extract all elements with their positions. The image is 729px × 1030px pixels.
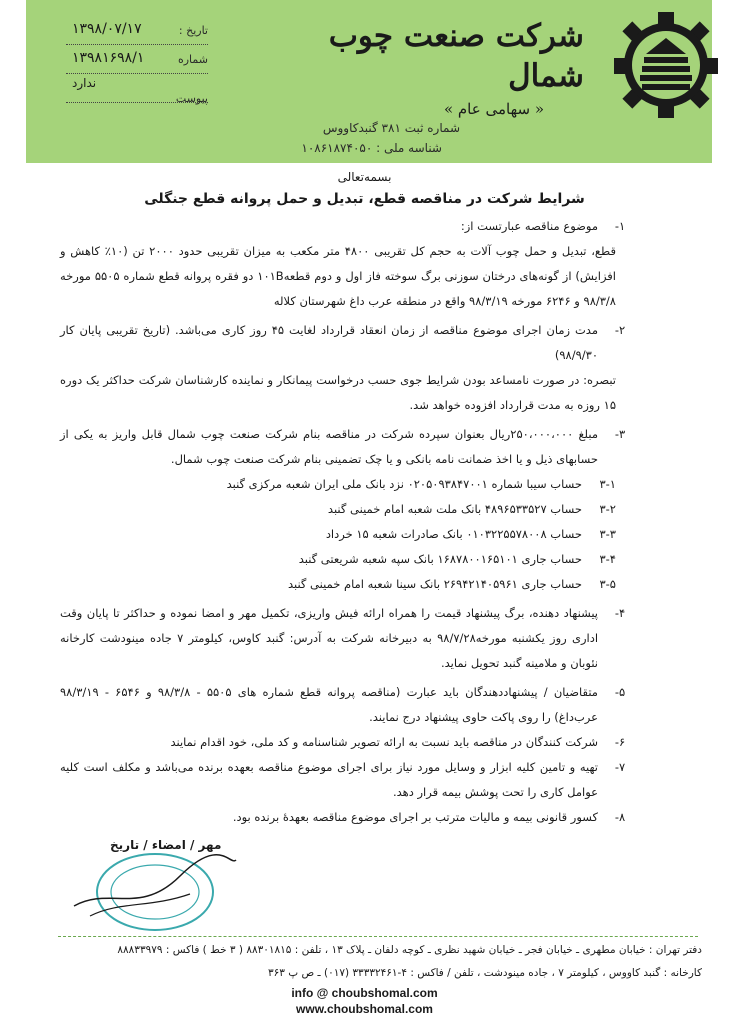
- date-label: تاریخ :: [178, 24, 208, 37]
- number-row: [66, 49, 208, 74]
- list-item: قطع، تبدیل و حمل چوب آلات به حجم کل تقریبی ۴۸۰۰ متر مکعب به میزان تقریبی حدود ۲۰۰۰ تن (۱۰٪ کاهش و افزایش) از گونه‌های درختان سوزنی برگ سوخته فاز اول و دوم قطعه۱۰۱B دو فقره پروانه قطع شماره ۵۵۰۵ مورخه ۹۸/۳/۸ و ۶۲۴۶ مورخه ۹۸/۳/۱۹ واقع در منطقه عرب داغ شهرستان کلاله: [60, 244, 616, 308]
- list-item: ۴- پیشنهاد دهنده، برگ پیشنهاد قیمت را همراه ارائه فیش واریزی، تکمیل مهر و امضا نموده و حداکثر تا پایان وقت اداری روز یکشنبه مورخه۹۸/۷/۲۸ به دبیرخانه شرکت به آدرس: گنبد کاوس، کیلومتر ۷ جاده مینودشت کارخانه نئوبان و ملامینه گنبد تحویل نماید.: [60, 606, 626, 670]
- number-value: ۱۳۹۸۱۶۹۸/۱: [72, 50, 145, 66]
- list-item: ۳- مبلغ ۲۵۰،۰۰۰،۰۰۰ریال بعنوان سپرده شرکت در مناقصه بنام شرکت صنعت چوب شمال قابل واریز به یکی از حسابهای ذیل و یا اخذ ضمانت نامه بانکی و یا چک تضمینی بنام شرکت صنعت چوب شمال.: [60, 427, 626, 466]
- letter-meta: [66, 20, 208, 107]
- date-value: ۱۳۹۸/۰۷/۱۷: [72, 21, 142, 37]
- number-label: شماره: [177, 53, 208, 66]
- attachment-value: ندارد: [72, 76, 97, 90]
- registration-number: شماره ثبت ۳۸۱ گنبدکاووس: [322, 121, 460, 135]
- account-item: ۳-۵ حساب جاری ۲۶۹۴۲۱۴۰۵۹۶۱ بانک سینا شعبه امام خمینی گنبد: [287, 577, 616, 591]
- website-link[interactable]: www.choubshomal.com: [296, 1002, 433, 1016]
- gear-logo-icon: [612, 10, 720, 120]
- date-row: [66, 20, 208, 45]
- factory-address: کارخانه : گنبد کاووس ، کیلومتر ۷ ، جاده مینودشت ، تلفن / فاکس : ۴-۳۳۳۳۲۴۶۱ (۰۱۷) ـ ص پ ۳۶۳: [268, 967, 702, 979]
- letterhead: [26, 0, 712, 163]
- list-item: ۷- تهیه و تامین کلیه ابزار و وسایل مورد نیاز برای اجرای موضوع مناقصه بعهده برنده می‌باشد و مکلف است کلیه عوامل کاری را تحت پوشش بیمه قرار دهد.: [60, 760, 626, 799]
- account-item: ۳-۱ حساب سیبا شماره ۰۲۰۵۰۹۳۸۴۷۰۰۱ نزد بانک ملی ایران شعبه مرکزی گنبد: [226, 477, 616, 491]
- company-type: « سهامی عام »: [443, 100, 544, 118]
- attachment-row: [66, 78, 208, 103]
- list-item: تبصره: در صورت نامساعد بودن شرایط جوی حسب درخواست پیمانکار و نماینده کارشناسان شرکت حداکثر یک دوره ۱۵ روزه به مدت قرارداد افزوده خواهد شد.: [60, 373, 616, 412]
- list-item: ۵- متقاضیان / پیشنهاددهندگان باید عبارت (مناقصه پروانه قطع شماره های ۵۵۰۵ - ۹۸/۳/۸ و ۶۵۴۶ - ۹۸/۳/۱۹ عرب‌داغ) را روی پاکت حاوی پیشنهاد درج نمایند.: [60, 685, 626, 724]
- company-name: شرکت صنعت چوب شمال: [328, 18, 584, 94]
- account-item: ۳-۳ حساب ۰۱۰۳۲۲۵۵۷۸۰۰۸ بانک صادرات شعبه ۱۵ خرداد: [325, 527, 616, 541]
- list-item: ۶- شرکت کنندگان در مناقصه باید نسبت به ارائه تصویر شناسنامه و کد ملی، خود اقدام نمایند: [170, 735, 626, 749]
- list-item: ۲- مدت زمان اجرای موضوع مناقصه از زمان انعقاد قرارداد لغایت ۴۵ روز کاری می‌باشد. (تاریخ تقریبی پایان کار ۹۸/۹/۳۰): [60, 323, 626, 362]
- account-item: ۳-۴ حساب جاری ۱۶۸۷۸۰۰۱۶۵۱۰۱ بانک سپه شعبه شریعتی گنبد: [298, 552, 616, 566]
- tehran-office-address: دفتر تهران : خیابان مطهری ـ خیابان فجر ـ خیابان شهید نظری ـ کوچه دلفان ـ پلاک ۱۳ ، تلفن : ۸۸۳۰۱۸۱۵ ( ۳ خط ) فاکس : ۸۸۸۳۳۹۷۹: [117, 944, 702, 956]
- document-title: شرایط شرکت در مناقصه قطع، تبدیل و حمل پروانه قطع جنگلی: [144, 191, 585, 207]
- attachment-label: پیوست: [175, 92, 208, 105]
- account-item: ۳-۲ حساب ۴۸۹۶۵۳۳۵۲۷ بانک ملت شعبه امام خمینی گنبد: [327, 502, 616, 516]
- company-stamp-icon: [70, 846, 240, 936]
- list-item: ۱- موضوع مناقصه عبارتست از:: [460, 219, 626, 233]
- signature-label: مهر / امضاء / تاریخ: [110, 838, 222, 852]
- footer-divider: [58, 936, 698, 937]
- email-link[interactable]: info @ choubshomal.com: [291, 986, 438, 1000]
- national-id: شناسه ملی : ۱۰۸۶۱۸۷۴۰۵۰: [301, 141, 442, 155]
- list-item: ۸- کسور قانونی بیمه و مالیات مترتب بر اجرای موضوع مناقصه بعهدهٔ برنده بود.: [232, 810, 626, 824]
- conditions-list: [60, 214, 626, 830]
- company-block: [284, 16, 584, 118]
- invocation: بسمه‌تعالی: [337, 170, 392, 184]
- footer-addresses: [22, 939, 702, 985]
- footer-contact: [0, 985, 729, 1017]
